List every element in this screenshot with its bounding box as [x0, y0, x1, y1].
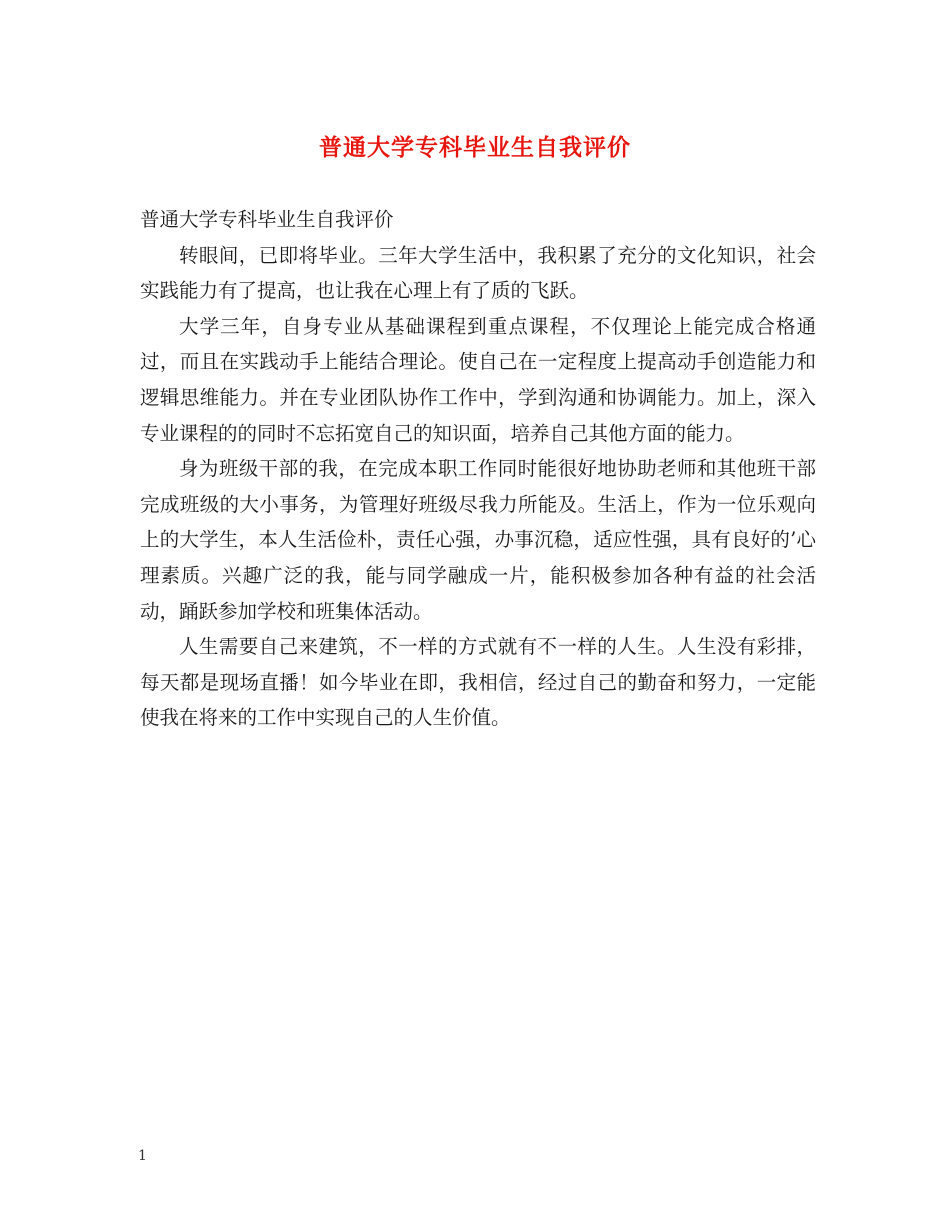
paragraph-4: 人生需要自己来建筑，不一样的方式就有不一样的人生。人生没有彩排，每天都是现场直播！如今毕业在即，我相信，经过自己的勤奋和努力，一定能使我在将来的工作中实现自己的人生价值。	[140, 635, 816, 730]
document-title: 普通大学专科毕业生自我评价	[319, 134, 631, 161]
paragraph-3: 身为班级干部的我，在完成本职工作同时能很好地协助老师和其他班干部完成班级的大小事务，为管理好班级尽我力所能及。生活上，作为一位乐观向上的大学生，本人生活俭朴，责任心强，办事沉稳，适应性强，具有良好的’心理素质。兴趣广泛的我，能与同学融成一片，能积极参加各种有益的社会活动，踊跃参加学校和班集体活动。	[140, 457, 816, 623]
document-subtitle: 普通大学专科毕业生自我评价	[140, 208, 394, 231]
document-body	[140, 202, 816, 736]
paragraph-1: 转眼间，已即将毕业。三年大学生活中，我积累了充分的文化知识，社会实践能力有了提高，也让我在心理上有了质的飞跃。	[140, 243, 816, 303]
page-number: 1	[138, 1148, 147, 1164]
paragraph-2: 大学三年，自身专业从基础课程到重点课程，不仅理论上能完成合格通过，而且在实践动手上能结合理论。使自己在一定程度上提高动手创造能力和逻辑思维能力。并在专业团队协作工作中，学到沟通和协调能力。加上，深入专业课程的的同时不忘拓宽自己的知识面，培养自己其他方面的能力。	[140, 314, 816, 445]
